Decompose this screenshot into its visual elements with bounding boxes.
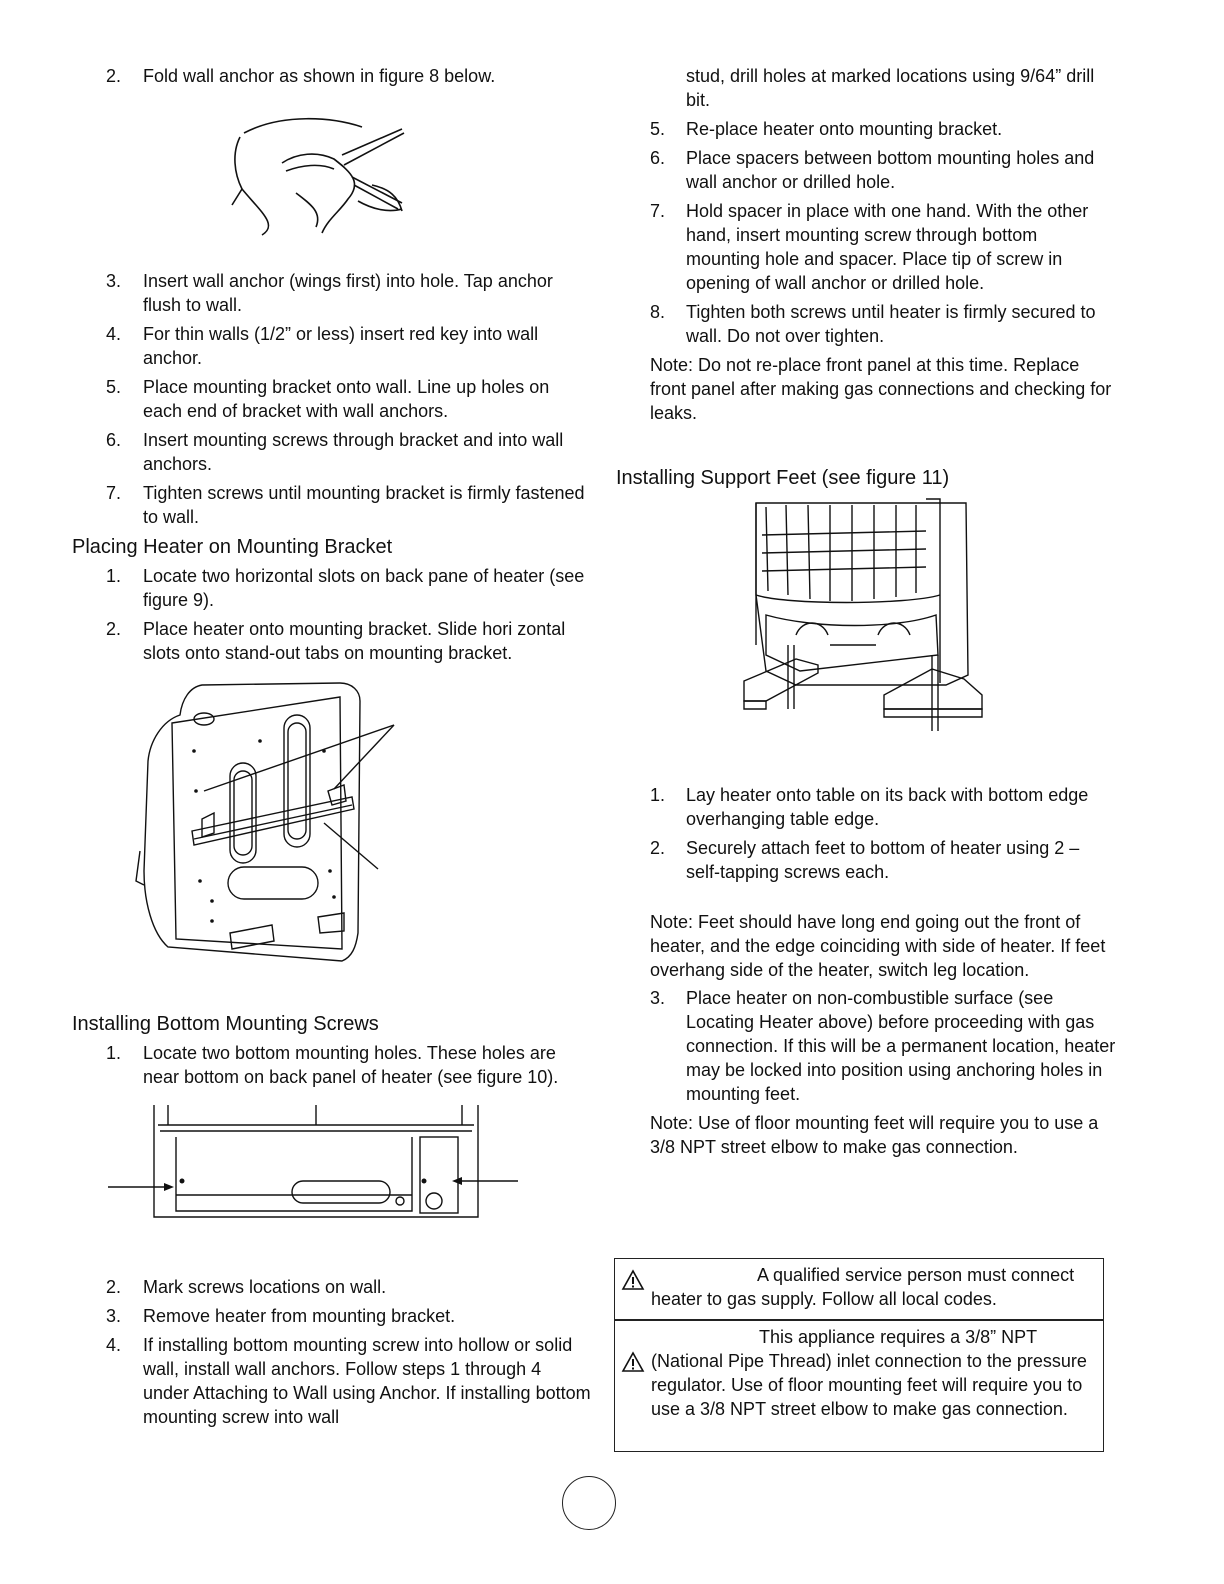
note-front-panel: Note: Do not re-place front panel at this time. Replace front panel after making gas connections and checking for leaks. (650, 355, 1112, 423)
step-fold-anchor: 2. Fold wall anchor as shown in figure 8 below. (106, 66, 496, 86)
list-item: 2. Place heater onto mounting bracket. Slide hori zontal slots onto stand-out tabs on mounting bracket. (106, 619, 566, 663)
section-heading-bottom-screws: Installing Bottom Mounting Screws (72, 1013, 379, 1035)
list-item: 3. Place heater on non-combustible surface (see Locating Heater above) before proceeding with gas connection. If this will be a permanent location, heater may be locked into position using anchoring holes in mounting feet. (650, 988, 1116, 1104)
warning-box-qualified-service: A qualified service person must connect heater to gas supply. Follow all local codes. (614, 1258, 1104, 1320)
list-item: 5. Place mounting bracket onto wall. Line up holes on each end of bracket with wall anchors. (106, 377, 550, 421)
list-item: 8. Tighten both screws until heater is firmly secured to wall. Do not over tighten. (650, 302, 1096, 346)
list-item: 7. Tighten screws until mounting bracket is firmly fastened to wall. (106, 483, 585, 527)
list-item: 5. Re-place heater onto mounting bracket. (650, 119, 1003, 139)
list-item: 6. Insert mounting screws through bracket and into wall anchors. (106, 430, 564, 474)
section-heading-support-feet: Installing Support Feet (see figure 11) (616, 467, 950, 489)
warning-triangle-icon (621, 1351, 645, 1373)
list-item: 6. Place spacers between bottom mounting holes and wall anchor or drilled hole. (650, 148, 1095, 192)
list-item: 1. Locate two bottom mounting holes. These holes are near bottom on back panel of heater (see figure 10). (106, 1043, 559, 1087)
page-number-circle (562, 1476, 616, 1530)
list-item: 7. Hold spacer in place with one hand. With the other hand, insert mounting screw through bottom mounting hole and spacer. Place tip of screw in opening of wall anchor or drilled hole. (650, 201, 1089, 293)
section-heading-placing: Placing Heater on Mounting Bracket (72, 536, 393, 558)
left-column (72, 64, 592, 1434)
list-item-continued: stud, drill holes at marked locations using 9/64” drill bit. (686, 66, 1095, 110)
figure-11-support-feet (616, 495, 1116, 745)
note-street-elbow: Note: Use of floor mounting feet will require you to use a 3/8 NPT street elbow to make gas connection. (650, 1113, 1099, 1157)
warning-box-npt-inlet: This appliance requires a 3/8” NPT (National Pipe Thread) inlet connection to the pressure regulator. Use of floor mounting feet will require you to use a 3/8 NPT street elbow to make gas connection. (614, 1320, 1104, 1452)
anchor-steps-list (72, 269, 592, 529)
feet-steps-list (616, 783, 1116, 884)
list-item: 1. Lay heater onto table on its back with bottom edge overhanging table edge. (650, 785, 1089, 829)
list-item: 3. Remove heater from mounting bracket. (106, 1306, 456, 1326)
list-item: 4. If installing bottom mounting screw into hollow or solid wall, install wall anchors. Follow steps 1 through 4 under Attaching to Wall using Anchor. If installing bottom mounting screw into wall (106, 1335, 591, 1427)
bottom-steps-list (72, 1275, 592, 1429)
figure-8-fold-anchor (72, 93, 592, 243)
warning-triangle-icon (621, 1269, 645, 1291)
note-feet: Note: Feet should have long end going out the front of heater, and the edge coinciding with side of heater. If feet overhang side of the heater, switch leg location. (650, 912, 1106, 980)
list-item: 3. Insert wall anchor (wings first) into hole. Tap anchor flush to wall. (106, 271, 553, 315)
list-item: 1. Locate two horizontal slots on back pane of heater (see figure 9). (106, 566, 585, 610)
figure-10-bottom-holes (72, 1097, 592, 1227)
right-column (616, 64, 1116, 1159)
figure-9-heater-back (72, 671, 592, 971)
list-item: 4. For thin walls (1/2” or less) insert red key into wall anchor. (106, 324, 539, 368)
list-item: 2. Securely attach feet to bottom of heater using 2 – self-tapping screws each. (650, 838, 1080, 882)
list-item: 2. Mark screws locations on wall. (106, 1277, 387, 1297)
